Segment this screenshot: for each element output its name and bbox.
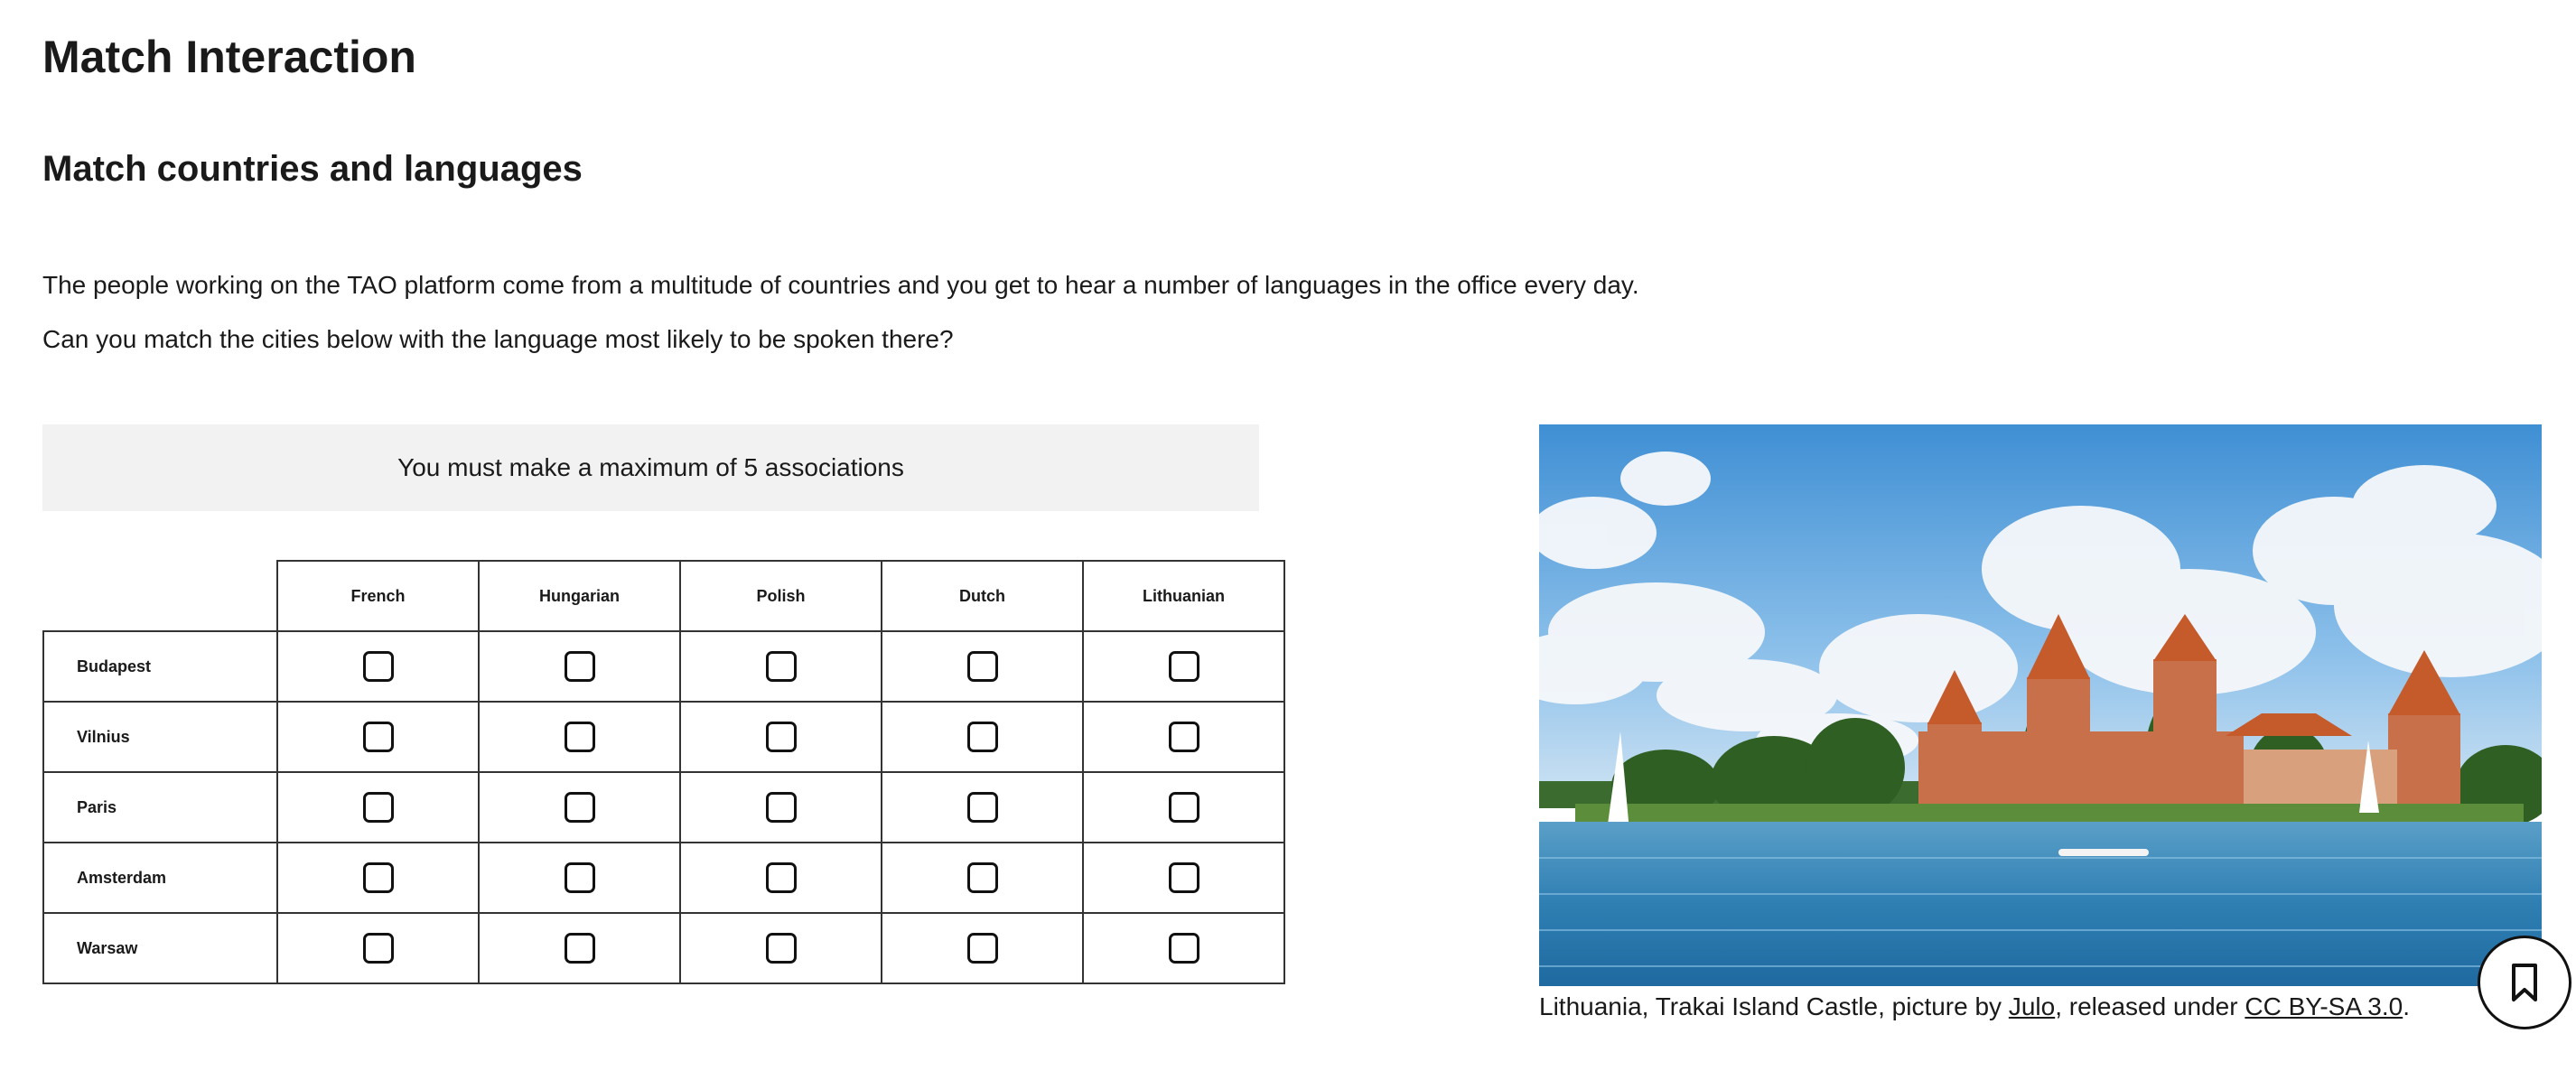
match-cell <box>277 772 479 843</box>
match-cell <box>680 702 882 772</box>
column-header: Lithuanian <box>1083 561 1284 631</box>
match-checkbox[interactable] <box>565 722 595 752</box>
match-checkbox[interactable] <box>766 651 797 682</box>
match-checkbox[interactable] <box>766 862 797 893</box>
match-cell <box>277 913 479 983</box>
column-header: Polish <box>680 561 882 631</box>
caption-text: , released under <box>2055 992 2245 1020</box>
license-link[interactable]: CC BY-SA 3.0 <box>2245 992 2403 1020</box>
table-row <box>43 913 1284 983</box>
match-cell <box>1083 913 1284 983</box>
match-checkbox[interactable] <box>766 722 797 752</box>
column-header: Hungarian <box>479 561 680 631</box>
bookmark-icon <box>2506 962 2543 1003</box>
prompt-line-2: Can you match the cities below with the language most likely to be spoken there? <box>42 325 954 353</box>
castle-photo <box>1539 424 2542 986</box>
constraint-notice <box>42 424 1259 511</box>
match-checkbox[interactable] <box>1169 651 1199 682</box>
match-checkbox[interactable] <box>565 651 595 682</box>
match-cell <box>882 631 1083 702</box>
page-title: Match Interaction <box>42 32 416 82</box>
prompt-line-1: The people working on the TAO platform come from a multitude of countries and you get to hear a number of languages in the office every day. <box>42 271 1639 299</box>
match-cell <box>277 702 479 772</box>
match-cell <box>277 631 479 702</box>
bookmark-button[interactable] <box>2478 936 2571 1029</box>
table-row <box>43 631 1284 702</box>
match-checkbox[interactable] <box>363 933 394 964</box>
column-header: Dutch <box>882 561 1083 631</box>
header-row <box>43 561 1284 631</box>
match-checkbox[interactable] <box>565 933 595 964</box>
match-cell <box>680 843 882 913</box>
match-checkbox[interactable] <box>565 792 595 823</box>
figure-caption <box>1539 988 2542 1026</box>
match-cell <box>1083 843 1284 913</box>
match-cell <box>882 702 1083 772</box>
match-cell <box>680 631 882 702</box>
match-cell <box>479 843 680 913</box>
match-cell <box>479 913 680 983</box>
caption-text: . <box>2403 992 2410 1020</box>
item-title: Match countries and languages <box>42 149 583 189</box>
match-cell <box>680 913 882 983</box>
match-checkbox[interactable] <box>967 862 998 893</box>
constraint-text: You must make a maximum of 5 associations <box>397 453 904 481</box>
match-checkbox[interactable] <box>363 862 394 893</box>
match-checkbox[interactable] <box>967 792 998 823</box>
caption-text: Lithuania, Trakai Island Castle, picture by <box>1539 992 2009 1020</box>
match-cell <box>882 843 1083 913</box>
match-checkbox[interactable] <box>1169 933 1199 964</box>
match-cell <box>479 772 680 843</box>
corner-cell <box>43 561 277 631</box>
row-header: Budapest <box>43 631 277 702</box>
column-header: French <box>277 561 479 631</box>
match-checkbox[interactable] <box>363 722 394 752</box>
match-checkbox[interactable] <box>1169 722 1199 752</box>
match-cell <box>882 913 1083 983</box>
row-header: Vilnius <box>43 702 277 772</box>
table-row <box>43 843 1284 913</box>
castle-figure <box>1539 424 2542 1026</box>
match-cell <box>479 631 680 702</box>
row-header: Warsaw <box>43 913 277 983</box>
row-header: Paris <box>43 772 277 843</box>
table-row <box>43 772 1284 843</box>
match-checkbox[interactable] <box>565 862 595 893</box>
table-row <box>43 702 1284 772</box>
match-cell <box>277 843 479 913</box>
match-cell <box>1083 631 1284 702</box>
match-cell <box>479 702 680 772</box>
match-checkbox[interactable] <box>967 651 998 682</box>
author-link[interactable]: Julo <box>2008 992 2056 1020</box>
match-checkbox[interactable] <box>1169 792 1199 823</box>
match-checkbox[interactable] <box>967 933 998 964</box>
match-checkbox[interactable] <box>363 651 394 682</box>
match-cell <box>882 772 1083 843</box>
match-cell <box>1083 772 1284 843</box>
match-cell <box>1083 702 1284 772</box>
match-checkbox[interactable] <box>967 722 998 752</box>
match-checkbox[interactable] <box>766 933 797 964</box>
match-checkbox[interactable] <box>363 792 394 823</box>
match-checkbox[interactable] <box>766 792 797 823</box>
match-checkbox[interactable] <box>1169 862 1199 893</box>
match-cell <box>680 772 882 843</box>
row-header: Amsterdam <box>43 843 277 913</box>
match-table <box>42 560 1285 984</box>
